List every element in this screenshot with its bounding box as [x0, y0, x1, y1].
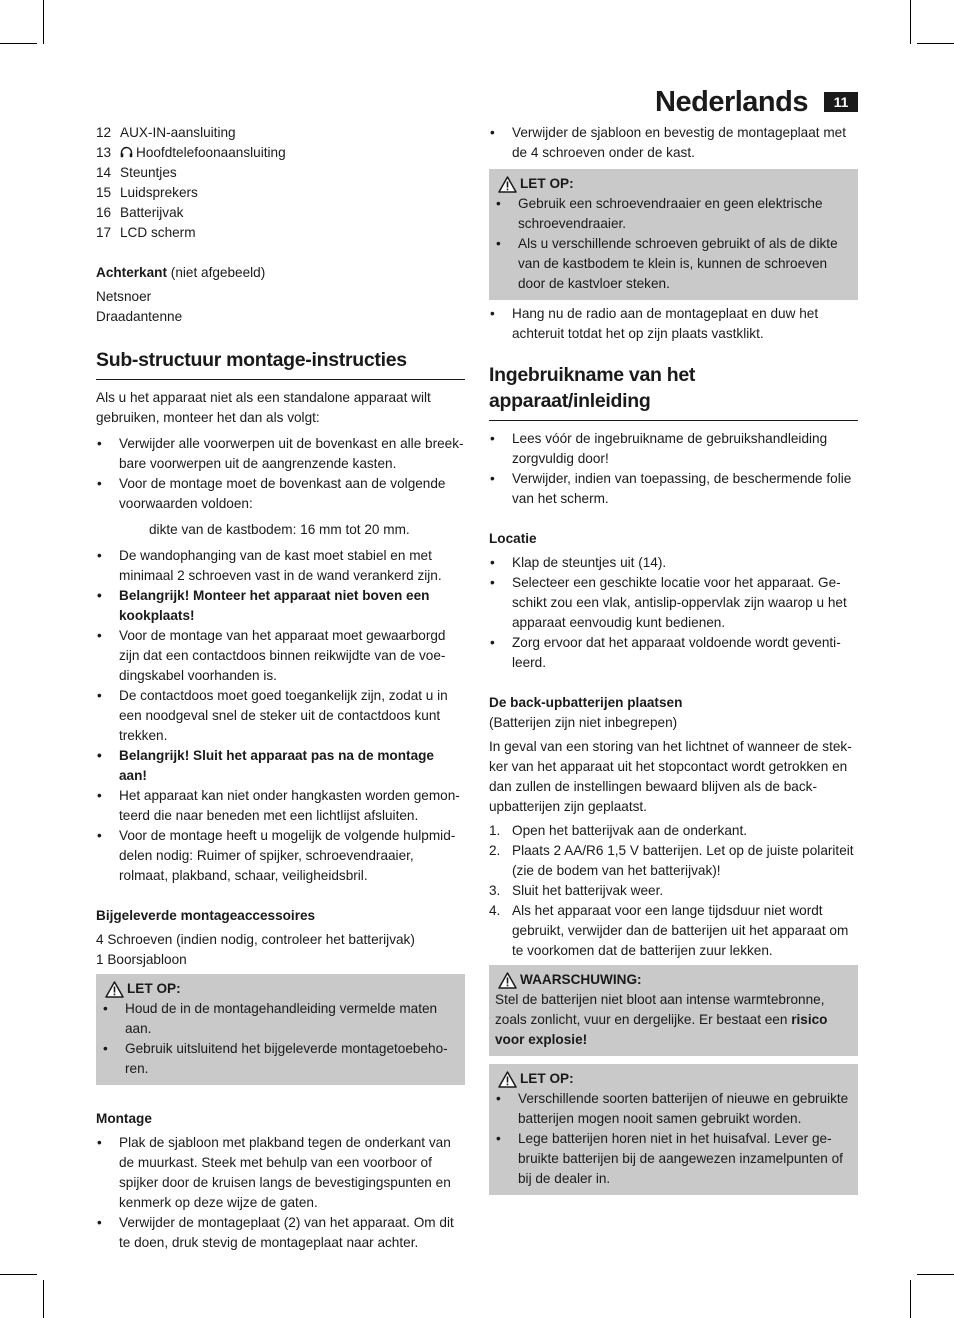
left-column: [96, 123, 465, 1253]
montage-list-continued: [489, 123, 858, 163]
section-heading-substructure: Sub-structuur montage-instructies: [96, 347, 465, 380]
backup-subheading: (Batterijen zijn niet inbegrepen): [489, 715, 678, 730]
list-item: 15 Luidsprekers: [96, 185, 198, 200]
list-item: 14 Steuntjes: [96, 165, 177, 180]
montage-heading: Montage: [96, 1111, 152, 1126]
location-heading: Locatie: [489, 531, 537, 546]
list-item: • Belangrijk! Monteer het apparaat niet boven een kookplaats!: [96, 586, 465, 626]
list-item: • Verwijder de sjabloon en bevestig de montageplaat met de 4 schroeven onder de kast.: [489, 123, 858, 163]
warning-box-title: WAARSCHUWING:: [495, 970, 852, 990]
note-box-list: [495, 194, 852, 294]
montage-list-continued: [489, 304, 858, 344]
page-header-title: Nederlands: [655, 86, 808, 118]
warning-triangle-icon: [498, 176, 517, 193]
accessories-heading: Bijgeleverde montageaccessoires: [96, 908, 316, 923]
list-item: • Verwijder alle voorwerpen uit de bovenkast en alle breek-bare voorwerpen uit de aangrenzende kasten.: [96, 434, 465, 474]
list-item: • Houd de in de montagehandleiding vermelde maten aan.: [102, 999, 459, 1039]
warning-box: [489, 965, 858, 1056]
note-box: [96, 974, 465, 1085]
warning-triangle-icon: [498, 972, 517, 989]
list-item: • Klap de steuntjes uit (14).: [489, 553, 858, 573]
back-side-heading: Achterkant (niet afgebeeld): [96, 265, 266, 280]
substructure-intro: Als u het apparaat niet als een standalone apparaat wilt gebruiken, monteer het dan als volgt:: [96, 390, 431, 425]
list-item: 13 Hoofdtelefoonaansluiting: [96, 145, 286, 160]
list-item: • De contactdoos moet goed toegankelijk zijn, zodat u in een noodgeval snel de steker uit de contactdoos kunt trekken.: [96, 686, 465, 746]
list-item: • Lege batterijen horen niet in het huisafval. Lever ge-bruikte batterijen bij de aangewezen inzamelpunten of bij de dealer in.: [495, 1129, 852, 1189]
crop-mark: [43, 0, 44, 44]
warning-triangle-icon: [498, 1071, 517, 1088]
crop-mark: [917, 43, 954, 44]
list-item: • Zorg ervoor dat het apparaat voldoende wordt geventi-leerd.: [489, 633, 858, 673]
list-item: • Verschillende soorten batterijen of nieuwe en gebruikte batterijen mogen nooit samen gebruikt worden.: [495, 1089, 852, 1129]
list-item: • Voor de montage heeft u mogelijk de volgende hulpmid-delen nodig: Ruimer of spijker, schroevendraaier, rolmaat, plakband, schaar, veiligheidsbril.: [96, 826, 465, 886]
back-side-item: Netsnoer: [96, 289, 152, 304]
list-item: • Verwijder de montageplaat (2) van het apparaat. Om dit te doen, druk stevig de montageplaat naar achter.: [96, 1213, 465, 1253]
list-item: • Voor de montage moet de bovenkast aan de volgende voorwaarden voldoen:: [96, 474, 465, 514]
list-item: 1. Open het batterijvak aan de onderkant.: [489, 823, 748, 838]
crop-mark: [917, 1274, 954, 1275]
list-item: • Hang nu de radio aan de montageplaat en duw het achteruit totdat het op zijn plaats vastklikt.: [489, 304, 858, 344]
list-item: 3. Sluit het batterijvak weer.: [489, 883, 664, 898]
headphone-icon: [120, 146, 133, 158]
parts-list: [96, 123, 465, 243]
list-item: • Verwijder, indien van toepassing, de beschermende folie van het scherm.: [489, 469, 858, 509]
list-item: 4. Als het apparaat voor een lange tijdsduur niet wordt gebruikt, verwijder dan de batterijen uit het apparaat om te voorkomen dat de batterijen zuur lekken.: [489, 903, 849, 958]
note-box-title: LET OP:: [495, 174, 852, 194]
list-item: • Lees vóór de ingebruikname de gebruikshandleiding zorgvuldig door!: [489, 429, 858, 469]
substructure-list: [96, 434, 465, 514]
list-item: • Gebruik een schroevendraaier en geen elektrische schroevendraaier.: [495, 194, 852, 234]
list-item: • Plak de sjabloon met plakband tegen de onderkant van de muurkast. Steek met behulp van een voorboor of spijker door de kruisen langs de bevestigingspunten en kenmerk op deze wijze de gaten.: [96, 1133, 465, 1213]
crop-mark: [0, 1274, 37, 1275]
note-box-list: [495, 1089, 852, 1189]
list-item: • De wandophanging van de kast moet stabiel en met minimaal 2 schroeven vast in de wand verankerd zijn.: [96, 546, 465, 586]
crop-mark: [910, 0, 911, 44]
back-side-item: Draadantenne: [96, 309, 183, 324]
list-item: • Selecteer een geschikte locatie voor het apparaat. Ge-schikt zou een vlak, antislip-oppervlak zijn waarop u het apparaat eenvoudig kunt bedienen.: [489, 573, 858, 633]
note-box-title: LET OP:: [495, 1069, 852, 1089]
list-item: 16 Batterijvak: [96, 205, 184, 220]
backup-steps: [489, 821, 858, 961]
list-item: 17 LCD scherm: [96, 225, 196, 240]
condition-text: dikte van de kastbodem: 16 mm tot 20 mm.: [149, 522, 410, 537]
crop-mark: [910, 1280, 911, 1318]
note-box: [489, 169, 858, 300]
list-item: 2. Plaats 2 AA/R6 1,5 V batterijen. Let op de juiste polariteit (zie de bodem van het batterijvak)!: [489, 843, 854, 878]
warning-text: Stel de batterijen niet bloot aan intense warmtebronne, zoals zonlicht, vuur en dergelijke. Er bestaat een risico voor explosie!: [495, 992, 828, 1047]
crop-mark: [43, 1280, 44, 1318]
list-item: • Belangrijk! Sluit het apparaat pas na de montage aan!: [96, 746, 465, 786]
note-box: [489, 1064, 858, 1195]
page-number-badge: 11: [824, 92, 858, 112]
accessories-line: 4 Schroeven (indien nodig, controleer het batterijvak): [96, 932, 415, 947]
section-heading-startup: Ingebruikname van het apparaat/inleiding: [489, 362, 858, 421]
warning-triangle-icon: [105, 981, 124, 998]
list-item: • Het apparaat kan niet onder hangkasten worden gemon-teerd die naar beneden met een lichtlijst afsluiten.: [96, 786, 465, 826]
list-item: • Voor de montage van het apparaat moet gewaarborgd zijn dat een contactdoos binnen reikwijdte van de voe-dingskabel voorhanden is.: [96, 626, 465, 686]
note-box-title: LET OP:: [102, 979, 459, 999]
crop-mark: [0, 43, 37, 44]
montage-list: [96, 1133, 465, 1253]
substructure-list: [96, 546, 465, 886]
backup-intro: In geval van een storing van het lichtnet of wanneer de stek-ker van het apparaat uit het stopcontact wordt getrokken en dan zullen de instellingen bewaard blijven als de back-upbatterijen zijn geplaatst.: [489, 739, 852, 814]
list-item: 12 AUX-IN-aansluiting: [96, 125, 236, 140]
startup-list: [489, 429, 858, 509]
right-column: [489, 123, 858, 1195]
list-item: • Gebruik uitsluitend het bijgeleverde montagetoebeho-ren.: [102, 1039, 459, 1079]
location-list: [489, 553, 858, 673]
note-box-list: [102, 999, 459, 1079]
accessories-line: 1 Boorsjabloon: [96, 952, 187, 967]
backup-heading: De back-upbatterijen plaatsen: [489, 695, 683, 710]
list-item: • Als u verschillende schroeven gebruikt of als de dikte van de kastbodem te klein is, kunnen de schroeven door de kastvloer steken.: [495, 234, 852, 294]
